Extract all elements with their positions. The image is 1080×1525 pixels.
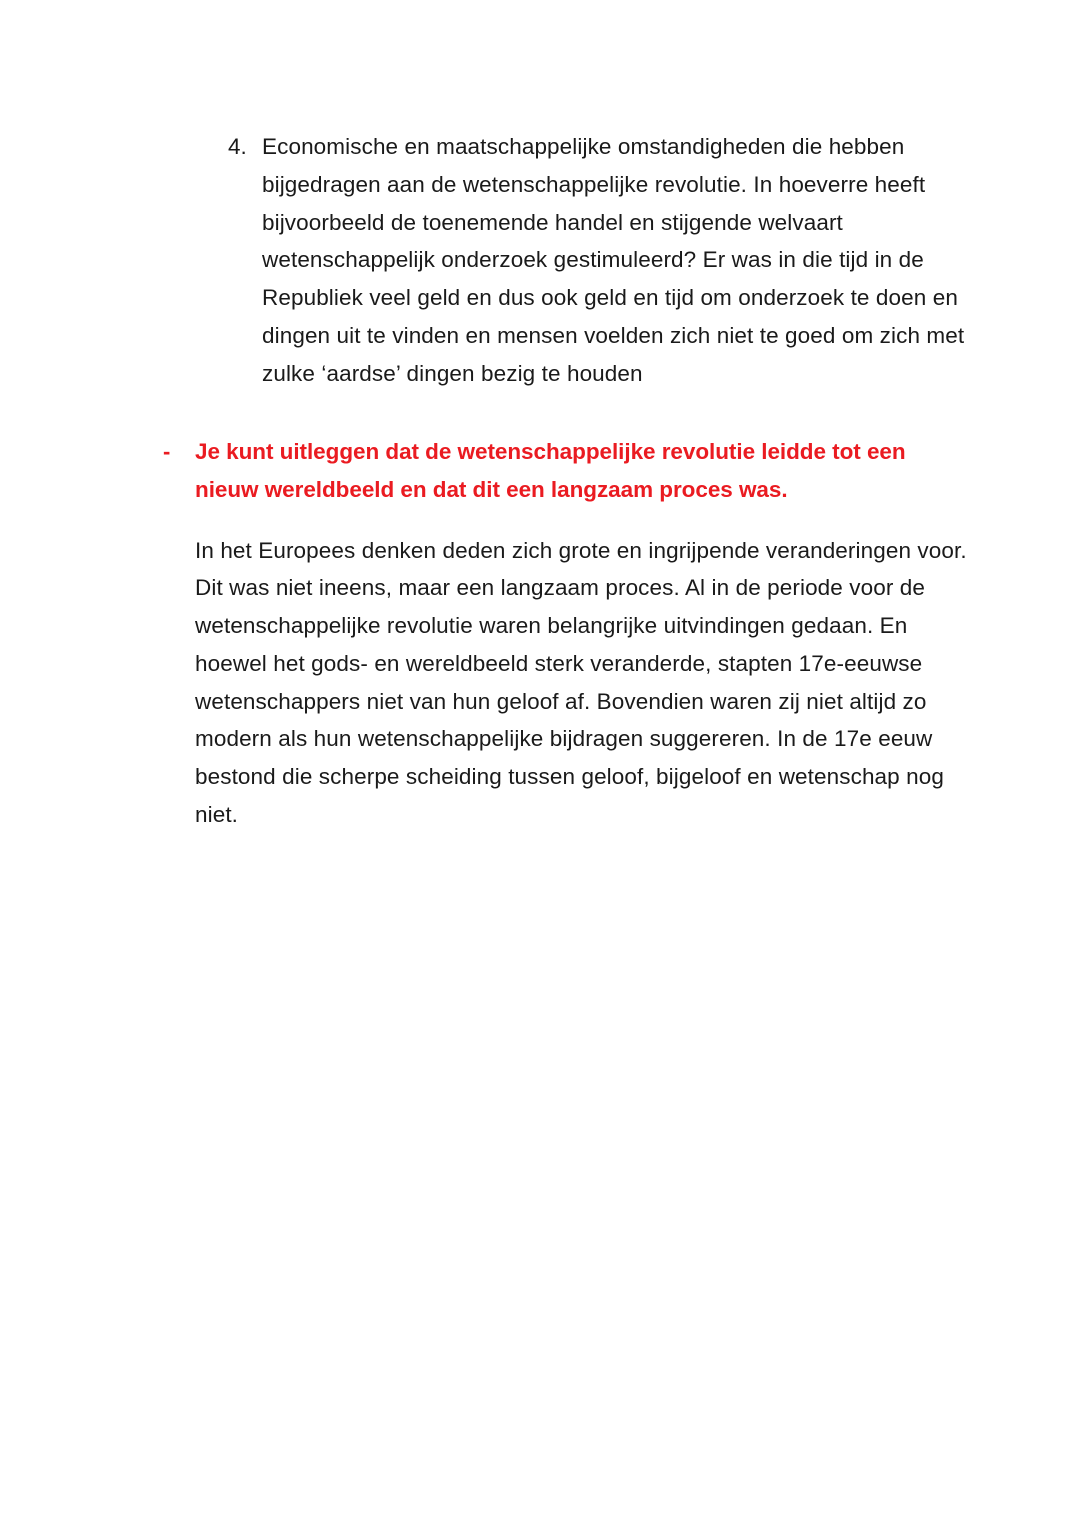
highlighted-heading-text: Je kunt uitleggen dat de wetenschappelijke revolutie leidde tot een nieuw wereldbeeld en dat dit een langzaam proces was. <box>195 439 906 502</box>
list-item-highlighted <box>163 433 953 509</box>
body-paragraph: In het Europees denken deden zich grote en ingrijpende veranderingen voor. Dit was niet ineens, maar een langzaam proces. Al in de periode voor de wetenschappelijke revolutie waren belangrijke uitvindingen gedaan. En hoewel het gods- en wereldbeeld sterk veranderde, stapten 17e-eeuwse wetenschappers niet van hun geloof af. Bovendien waren zij niet altijd zo modern als hun wetenschappelijke bijdragen suggereren. In de 17e eeuw bestond die scherpe scheiding tussen geloof, bijgeloof en wetenschap nog niet. <box>195 537 967 828</box>
list-marker-number: 4. <box>228 134 247 159</box>
list-marker-dash: - <box>163 439 171 464</box>
list-item-numbered-4 <box>228 128 966 393</box>
list-item-text: Economische en maatschappelijke omstandigheden die hebben bijgedragen aan de wetenschappelijke revolutie. In hoeverre heeft bijvoorbeeld de toenemende handel en stijgende welvaart wetenschappelijk onderzoek gestimuleerd? Er was in die tijd in de Republiek veel geld en dus ook geld en tijd om onderzoek te doen en dingen uit te vinden en mensen voelden zich niet te goed om zich met zulke ‘aardse’ dingen bezig te houden <box>262 134 965 386</box>
